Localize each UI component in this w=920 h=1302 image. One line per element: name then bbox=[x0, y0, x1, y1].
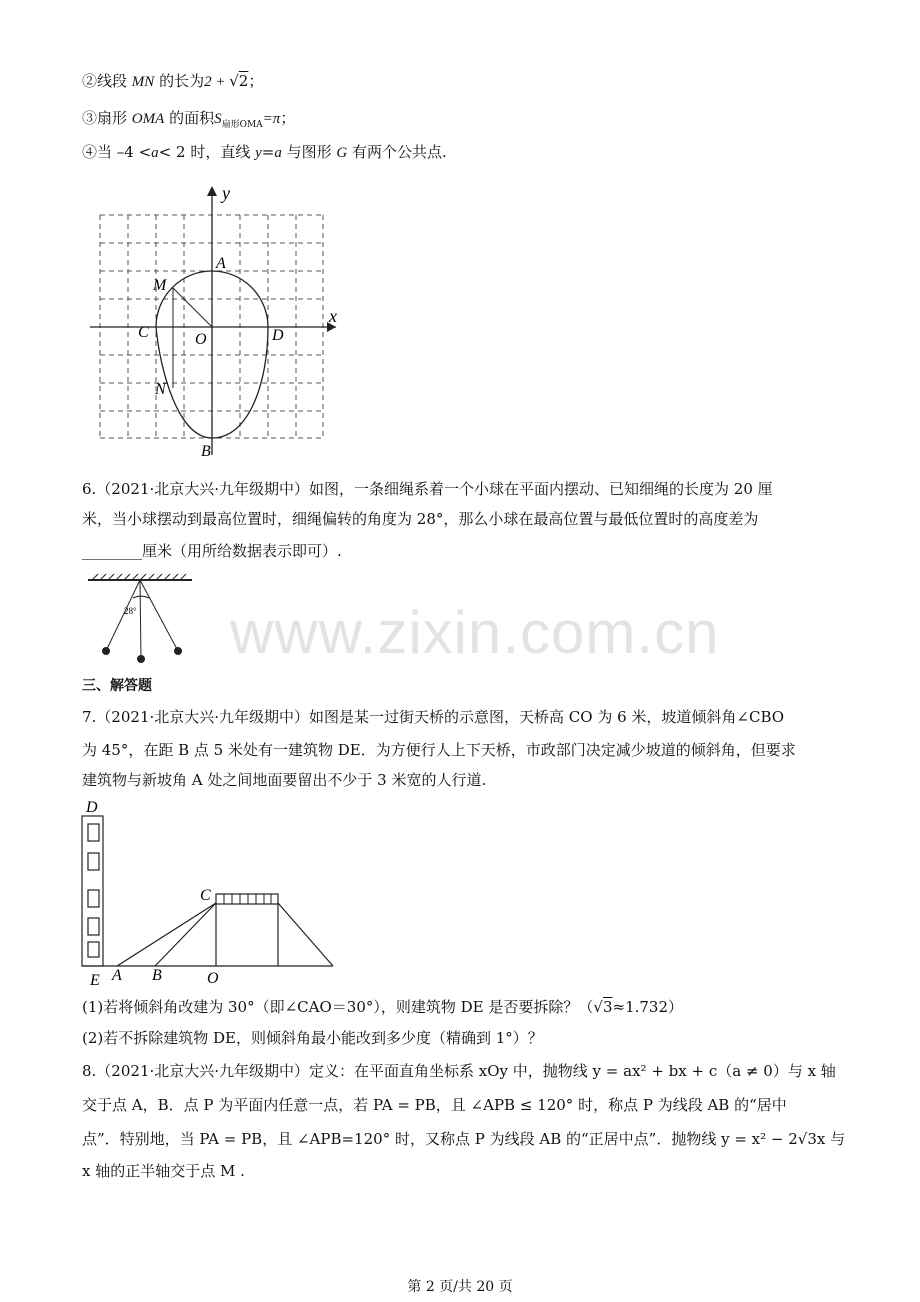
page-footer: 第 2 页/共 20 页 bbox=[407, 1279, 513, 1295]
label-m: M bbox=[153, 277, 167, 294]
q7-line-1: 7.（2021·北京大兴·九年级期中）如图是某一过街天桥的示意图，天桥高 CO 为 6 米，坡道倾斜角∠CBO bbox=[82, 708, 785, 726]
q8-line-3: 点”．特别地，当 PA = PB，且 ∠APB=120° 时，又称点 P 为线段 AB 的“正居中点”．抛物线 y = x² − 2√3x 与 bbox=[82, 1130, 846, 1148]
item-marker: ④ bbox=[82, 143, 98, 161]
label-b: B bbox=[152, 967, 162, 984]
q6-line-1: 6.（2021·北京大兴·九年级期中）如图，一条细绳系着一个小球在平面内摆动、已知细绳的长度为 20 厘 bbox=[82, 480, 773, 498]
q8-line-1: 8.（2021·北京大兴·九年级期中）定义：在平面直角坐标系 xOy 中，抛物线 y = ax² + bx + c（a ≠ 0）与 x 轴 bbox=[82, 1062, 836, 1080]
window bbox=[88, 918, 99, 935]
sqrt-sign: √ bbox=[229, 72, 239, 90]
railing bbox=[224, 894, 271, 904]
q7-sub-2: (2)若不拆除建筑物 DE，则倾斜角最小能改到多少度（精确到 1°）？ bbox=[82, 1029, 543, 1047]
q6-line-2: 米，当小球摆动到最高位置时，细绳偏转的角度为 28°，那么小球在最高位置与最低位置时的高度差为 bbox=[82, 510, 759, 528]
label-y: y bbox=[222, 183, 230, 203]
slope-right bbox=[278, 903, 333, 966]
item-marker: ③ bbox=[82, 109, 98, 127]
label-o: O bbox=[195, 331, 207, 348]
label-d: D bbox=[86, 799, 98, 816]
watermark: www.zixin.com.cn bbox=[230, 599, 720, 666]
q7-sub-1: (1)若将倾斜角改建为 30°（即∠CAO＝30°），则建筑物 DE 是否要拆除？（√3≈1.732） bbox=[82, 998, 684, 1016]
label-c: C bbox=[138, 324, 149, 341]
q8-line-2: 交于点 A，B．点 P 为平面内任意一点，若 PA = PB，且 ∠APB ≤ 120° 时，称点 P 为线段 AB 的“居中 bbox=[82, 1096, 787, 1114]
new-slope-ca bbox=[117, 903, 216, 966]
window bbox=[88, 942, 99, 957]
item-marker: ② bbox=[82, 72, 98, 90]
label-a: A bbox=[216, 255, 226, 272]
bridge-deck bbox=[216, 894, 278, 904]
item-4: ④当 –4 <a< 2 时，直线 y=a 与图形 G 有两个公共点. bbox=[82, 143, 447, 161]
q6-line-3: ________厘米（用所给数据表示即可）. bbox=[82, 542, 342, 560]
answer-blank: ________ bbox=[82, 542, 142, 560]
window bbox=[88, 890, 99, 907]
window bbox=[88, 824, 99, 841]
label-a: A bbox=[112, 967, 122, 984]
label-n: N bbox=[155, 381, 166, 398]
angle-label: 28° bbox=[124, 606, 137, 616]
label-e: E bbox=[90, 972, 100, 989]
label-b: B bbox=[201, 443, 211, 460]
window bbox=[88, 853, 99, 870]
slope-cb bbox=[155, 903, 216, 966]
item-3: ③扇形 OMA 的面积$S_{扇形OMA}=\pi$； bbox=[82, 109, 296, 130]
item-2: ②线段 MN 的长为2 + √2； bbox=[82, 72, 264, 90]
q7-line-2: 为 45°，在距 B 点 5 米处有一建筑物 DE．为方便行人上下天桥，市政部门决定减少坡道的倾斜角，但要求 bbox=[82, 741, 796, 759]
building-de bbox=[82, 816, 103, 966]
q7-line-3: 建筑物与新坡角 A 处之间地面要留出不少于 3 米宽的人行道. bbox=[82, 771, 487, 789]
label-d: D bbox=[272, 327, 284, 344]
section-title: 三、解答题 bbox=[82, 678, 152, 694]
sqrt-sign: √ bbox=[593, 998, 603, 1016]
q8-line-4: x 轴的正半轴交于点 M . bbox=[82, 1162, 245, 1180]
label-c: C bbox=[200, 887, 211, 904]
label-o: O bbox=[207, 970, 219, 987]
label-x: x bbox=[329, 306, 337, 326]
